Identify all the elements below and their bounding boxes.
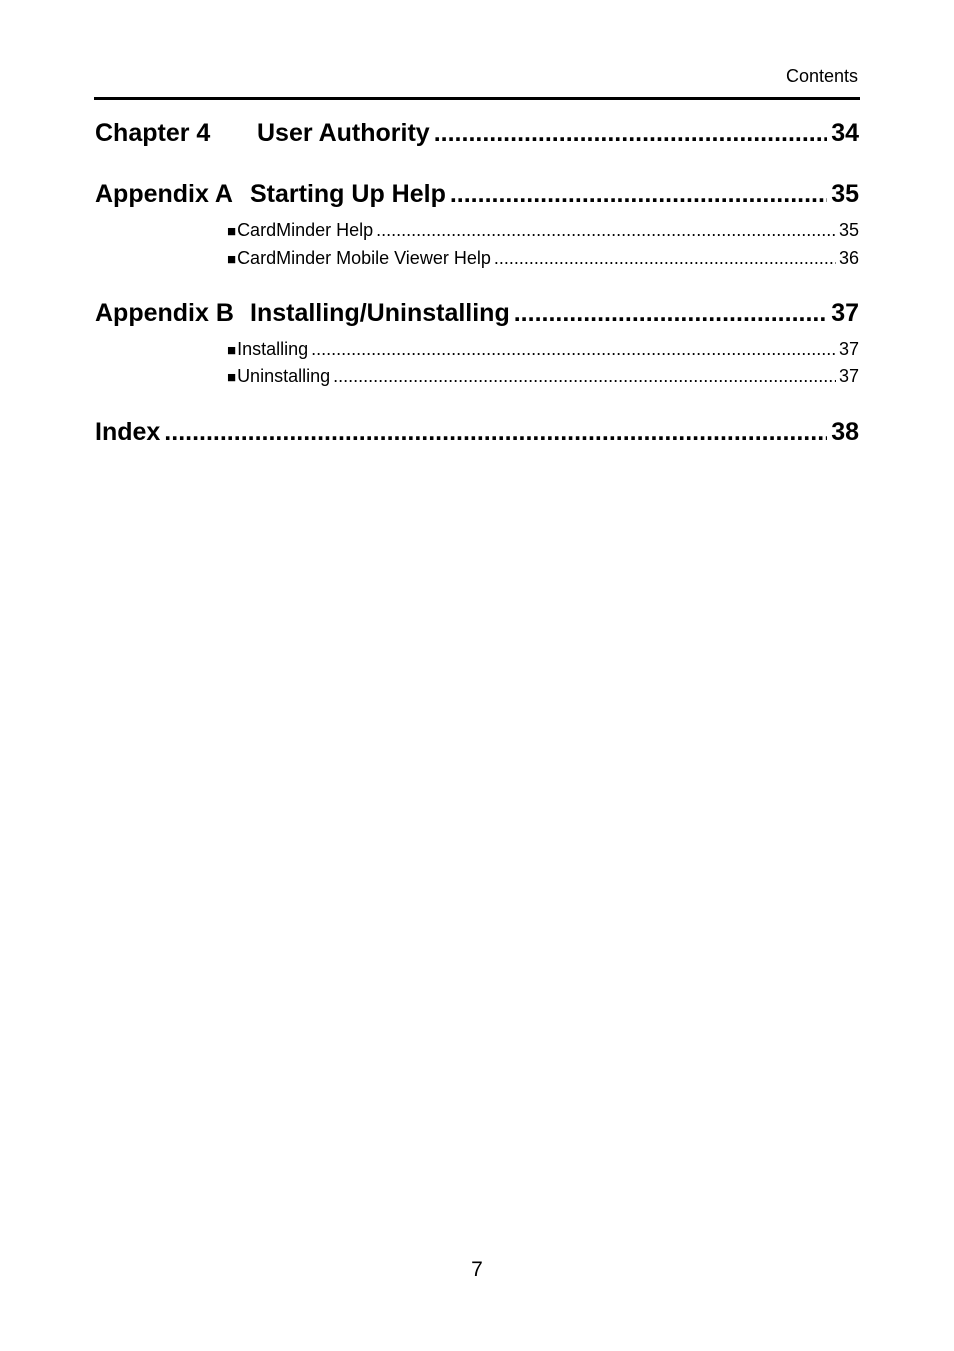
header-rule (94, 97, 860, 100)
page-number: 35 (838, 220, 859, 240)
entry-title: Index (95, 418, 161, 446)
page-number: 34 (831, 119, 859, 147)
dot-leader (494, 247, 836, 269)
entry-title: Installing (237, 339, 309, 359)
toc-subentry-cardminder-mobile-viewer-help[interactable] (227, 247, 859, 271)
page-number: 37 (831, 299, 859, 327)
dot-leader (514, 298, 827, 328)
page-number: 35 (831, 180, 859, 208)
entry-title: User Authority (257, 119, 430, 147)
square-bullet-icon: ■ (227, 342, 237, 359)
appendix-label: Appendix A (95, 180, 233, 208)
dot-leader (333, 365, 836, 387)
running-header: Contents (785, 66, 858, 86)
chapter-label: Chapter 4 (95, 119, 211, 147)
dot-leader (376, 219, 836, 241)
dot-leader (311, 338, 836, 360)
page-number: 37 (838, 339, 859, 359)
toc-entry-index[interactable] (95, 417, 859, 447)
square-bullet-icon: ■ (227, 369, 237, 386)
dot-leader (164, 417, 827, 447)
appendix-label: Appendix B (95, 299, 234, 327)
entry-title: Uninstalling (237, 366, 331, 386)
page-number: 38 (831, 418, 859, 446)
toc-entry-chapter-4[interactable] (95, 118, 859, 148)
entry-title: CardMinder Mobile Viewer Help (237, 248, 491, 268)
toc-subentry-cardminder-help[interactable] (227, 219, 859, 243)
toc-entry-appendix-b[interactable] (95, 298, 859, 328)
page-number: 36 (838, 248, 859, 268)
toc-entry-appendix-a[interactable] (95, 179, 859, 209)
toc-subentry-installing[interactable] (227, 338, 859, 362)
square-bullet-icon: ■ (227, 251, 237, 268)
entry-title: CardMinder Help (237, 220, 374, 240)
page-footer-number: 7 (471, 1258, 483, 1281)
square-bullet-icon: ■ (227, 223, 237, 240)
page-number: 37 (838, 366, 859, 386)
dot-leader (450, 179, 827, 209)
entry-title: Installing/Uninstalling (250, 299, 510, 327)
entry-title: Starting Up Help (250, 180, 446, 208)
dot-leader (434, 118, 827, 148)
toc-subentry-uninstalling[interactable] (227, 365, 859, 389)
